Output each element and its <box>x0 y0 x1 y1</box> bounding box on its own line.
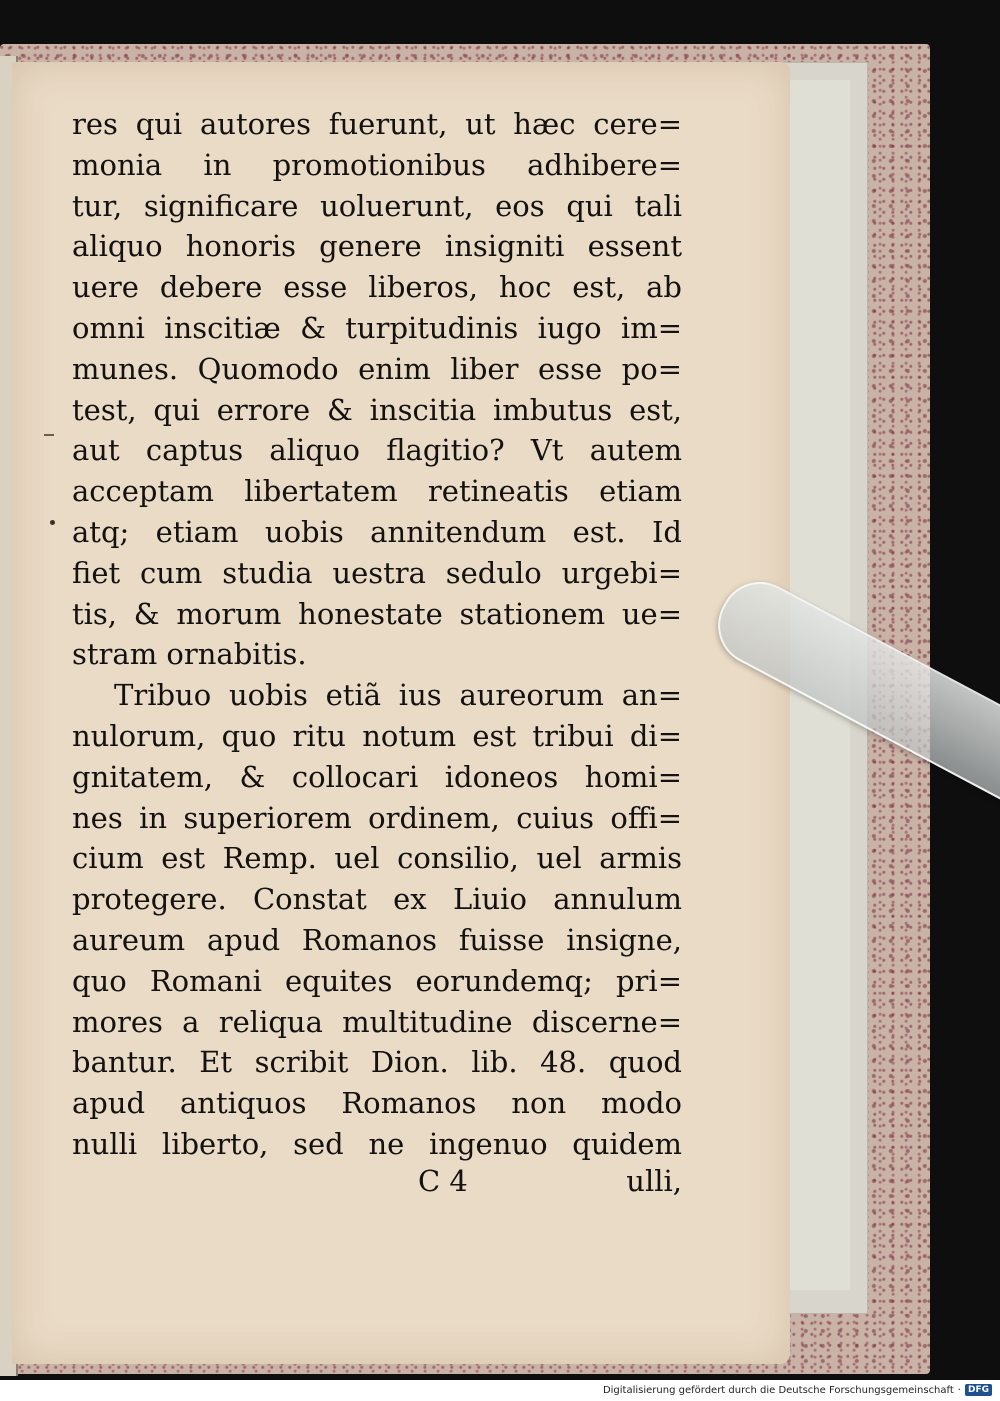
text-line: monia in promotionibus adhibere= <box>72 147 682 182</box>
text-line: tur, significare uoluerunt, eos qui tali <box>72 188 682 223</box>
text-line: res qui autores fuerunt, ut hæc cere= <box>72 107 682 141</box>
text-line: tis, & morum honestate stationem ue= <box>72 596 682 631</box>
book-page <box>12 62 790 1364</box>
text-line: munes. Quomodo enim liber esse po= <box>72 351 682 386</box>
margin-dot <box>50 520 55 525</box>
text-line: aliquo honoris genere insigniti essent <box>72 229 682 264</box>
footer-credit <box>603 1381 992 1399</box>
text-line: uere debere esse liberos, hoc est, ab <box>72 270 682 305</box>
text-line: test, qui errore & inscitia imbutus est, <box>72 392 682 427</box>
catchword: ulli, <box>626 1164 682 1198</box>
text-line: fiet cum studia uestra sedulo urgebi= <box>72 555 682 590</box>
credit-text: Digitalisierung gefördert durch die Deutsche Forschungsgemeinschaft <box>602 1384 954 1396</box>
text-line: mores a reliqua multitudine discerne= <box>72 1004 682 1039</box>
text-line: stram ornabitis. <box>72 637 307 672</box>
text-line: bantur. Et scribit Dion. lib. 48. quod <box>72 1045 682 1080</box>
separator-dot: · <box>957 1384 961 1396</box>
text-line: atq; etiam uobis annitendum est. Id <box>72 514 682 549</box>
dfg-logo: DFG <box>965 1384 992 1396</box>
margin-mark <box>44 434 54 436</box>
text-line: aureum apud Romanos fuisse insigne, <box>72 922 682 957</box>
text-line: aut captus aliquo flagitio? Vt autem <box>72 433 682 468</box>
text-line: omni inscitiæ & turpitudinis iugo im= <box>72 310 682 345</box>
text-line: nulorum, quo ritu notum est tribui di= <box>72 718 682 753</box>
page-text-block <box>72 104 682 1165</box>
text-line: quo Romani equites eorundemq; pri= <box>72 963 682 998</box>
text-line: nulli liberto, sed ne ingenuo quidem <box>72 1126 682 1161</box>
text-line: cium est Remp. uel consilio, uel armis <box>72 841 682 876</box>
text-line: apud antiquos Romanos non modo <box>72 1086 682 1121</box>
text-line: acceptam libertatem retineatis etiam <box>72 474 682 509</box>
text-line-indented: Tribuo uobis etiã ius aureorum an= <box>114 678 682 713</box>
text-line: protegere. Constat ex Liuio annulum <box>72 882 682 917</box>
text-line: gnitatem, & collocari idoneos homi= <box>72 759 682 794</box>
signature-mark: C 4 <box>418 1164 468 1198</box>
signature-row <box>412 1164 682 1204</box>
text-line: nes in superiorem ordinem, cuius offi= <box>72 800 682 835</box>
